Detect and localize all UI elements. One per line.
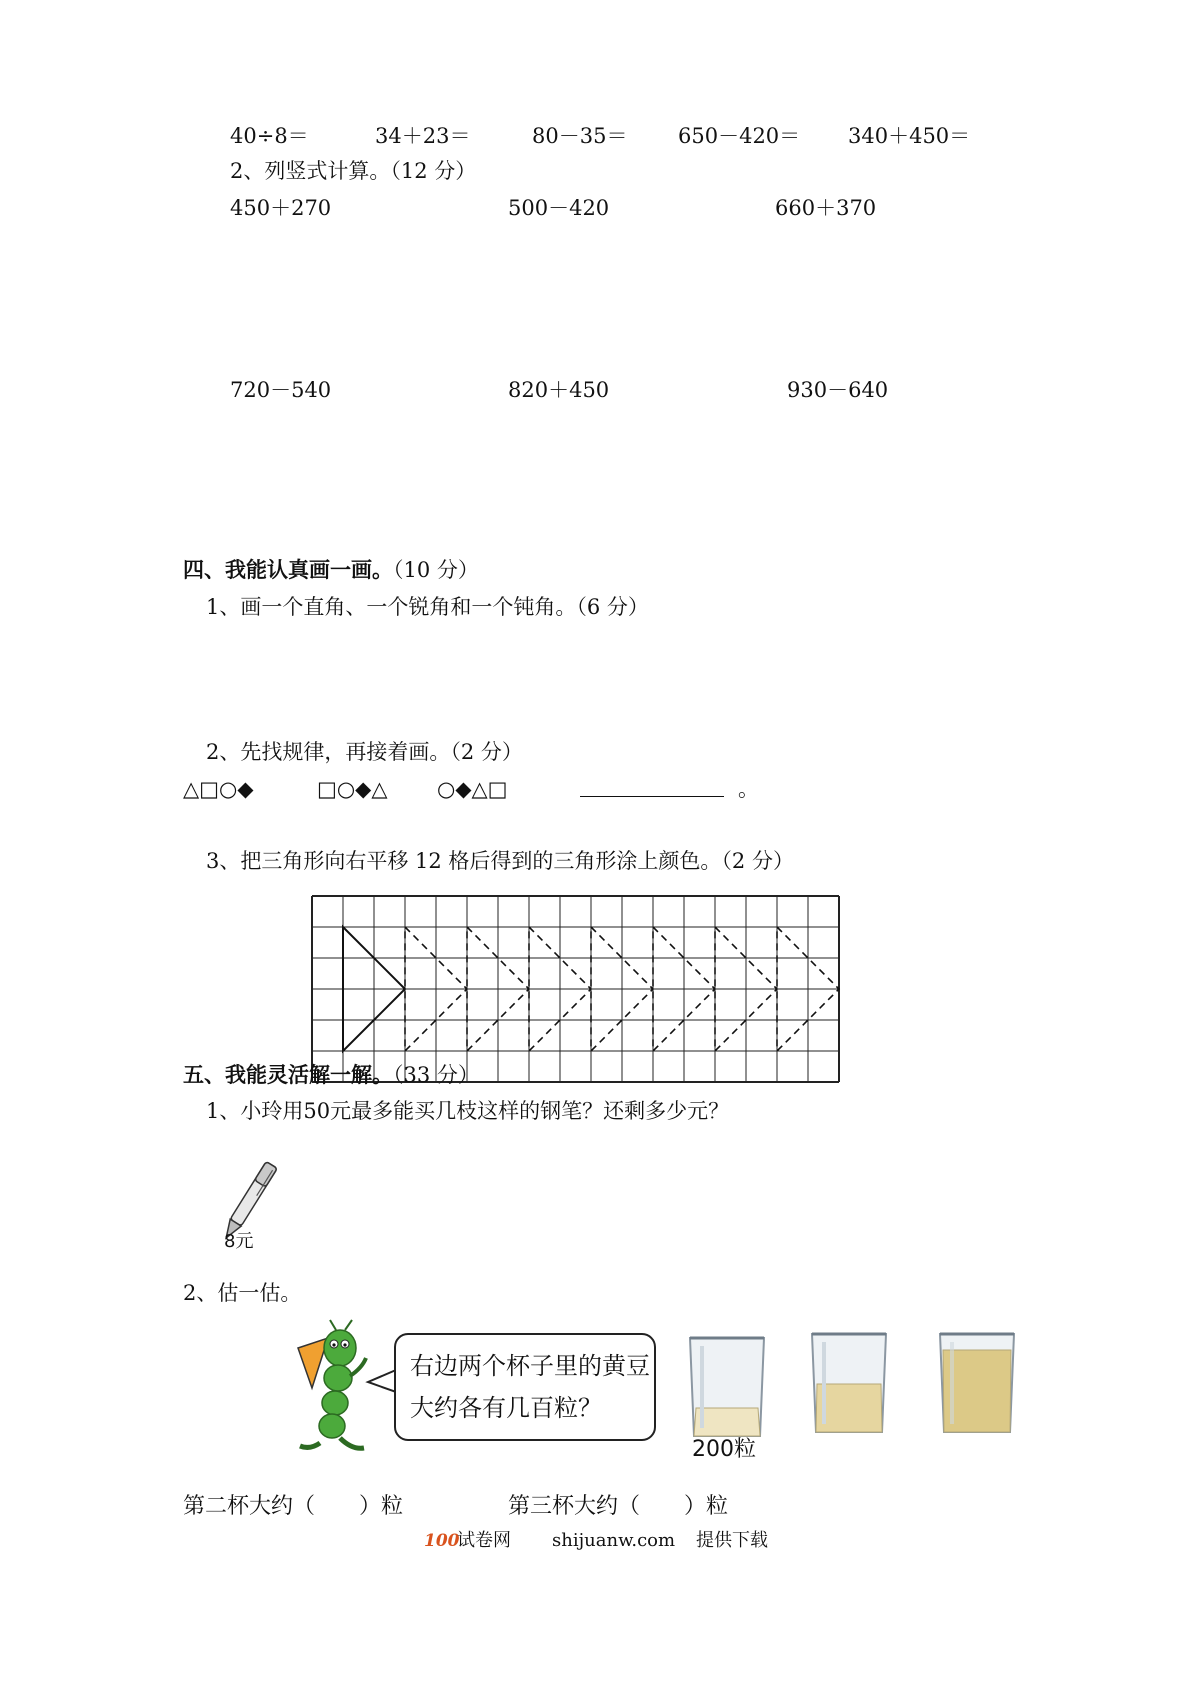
bubble-text bbox=[410, 1345, 650, 1429]
pattern-group-1: △□○◆ bbox=[183, 777, 254, 801]
section4-q2: 2、先找规律，再接着画。（2 分） bbox=[206, 740, 523, 764]
section5-title: 五、我能灵活解一解。 bbox=[183, 1062, 393, 1087]
footer-site-name: 试卷网 bbox=[457, 1530, 511, 1551]
pen-price: 8元 bbox=[224, 1231, 254, 1252]
calc-3: 80－35＝ bbox=[532, 124, 628, 148]
section4-q1: 1、画一个直角、一个锐角和一个钝角。（6 分） bbox=[206, 595, 649, 619]
pattern-group-2: □○◆△ bbox=[317, 777, 388, 801]
cup-1-icon bbox=[684, 1332, 770, 1442]
pattern-answer-blank[interactable] bbox=[580, 796, 724, 797]
speech-bubble bbox=[394, 1333, 656, 1441]
answer-cup-2[interactable]: 第二杯大约（ ）粒 bbox=[183, 1494, 404, 1519]
calc-2: 34＋23＝ bbox=[375, 124, 471, 148]
footer-url[interactable]: shijuanw.com bbox=[552, 1530, 676, 1551]
section4-q3: 3、把三角形向右平移 12 格后得到的三角形涂上颜色。（2 分） bbox=[206, 849, 794, 873]
calc-4: 650－420＝ bbox=[678, 124, 801, 148]
pattern-group-3: ○◆△□ bbox=[437, 777, 508, 801]
section5-score: （33 分） bbox=[393, 1063, 479, 1087]
vcalc-5: 820＋450 bbox=[508, 378, 610, 402]
translation-grid bbox=[311, 895, 841, 1025]
cup-3-icon bbox=[934, 1328, 1020, 1438]
answer-cup-3[interactable]: 第三杯大约（ ）粒 bbox=[508, 1494, 729, 1519]
vcalc-4: 720－540 bbox=[230, 378, 332, 402]
pattern-end: 。 bbox=[738, 777, 759, 801]
section4-heading bbox=[183, 557, 479, 583]
bubble-line-2: 大约各有几百粒？ bbox=[410, 1394, 602, 1422]
calc-1: 40÷8＝ bbox=[230, 124, 309, 148]
section5-heading bbox=[183, 1062, 479, 1088]
vcalc-1: 450＋270 bbox=[230, 196, 332, 220]
vcalc-6: 930－640 bbox=[787, 378, 889, 402]
vcalc-2: 500－420 bbox=[508, 196, 610, 220]
bubble-line-1: 右边两个杯子里的黄豆 bbox=[410, 1352, 650, 1380]
section5-q2: 2、估一估。 bbox=[183, 1281, 302, 1305]
calc-5: 340＋450＝ bbox=[848, 124, 971, 148]
footer-note: 提供下载 bbox=[696, 1530, 768, 1551]
footer-logo: 100 bbox=[424, 1531, 460, 1551]
section4-title: 四、我能认真画一画。 bbox=[183, 557, 393, 582]
cup-1-label: 200粒 bbox=[692, 1437, 756, 1462]
section5-q1: 1、小玲用50元最多能买几枝这样的钢笔？还剩多少元？ bbox=[206, 1099, 730, 1123]
cup-2-icon bbox=[806, 1328, 892, 1438]
section4-score: （10 分） bbox=[393, 558, 479, 582]
vcalc-3: 660＋370 bbox=[775, 196, 877, 220]
q3-2-title: 2、列竖式计算。（12 分） bbox=[230, 159, 477, 183]
